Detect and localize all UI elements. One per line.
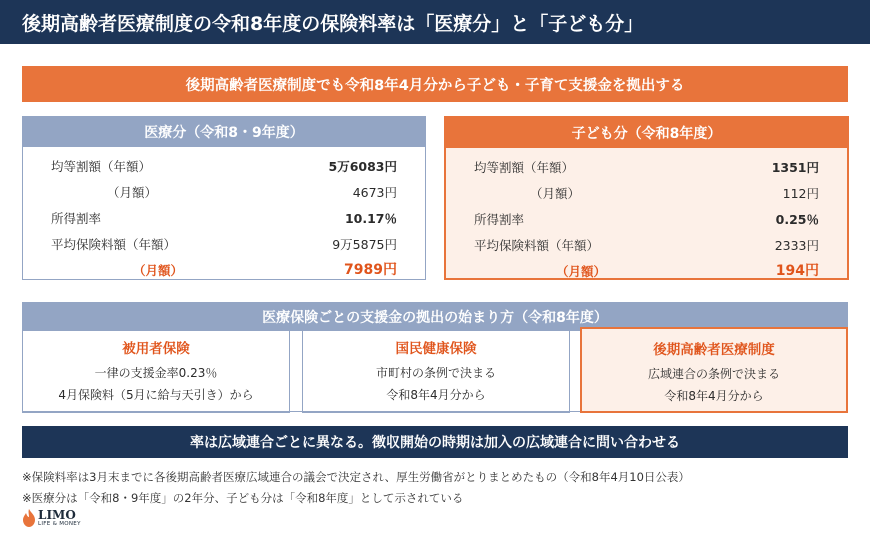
box-title: 国民健康保険 <box>395 341 477 357</box>
children-row-average-monthly <box>446 256 847 282</box>
row-value: 0.25％ <box>775 212 819 227</box>
row-value: 112円 <box>782 186 819 201</box>
medical-row-per-capita-annual <box>23 151 425 177</box>
national-health-insurance-box <box>302 327 570 413</box>
row-label: 平均保険料額（年額） <box>51 237 177 252</box>
children-row-average-annual <box>446 230 847 256</box>
box-title: 被用者保険 <box>122 341 190 357</box>
row-label: 所得割率 <box>474 212 525 227</box>
logo-tagline: LIFE & MONEY <box>38 521 81 527</box>
box-line: 4月保険料（5月に給与天引き）から <box>58 388 254 402</box>
row-label: （月額） <box>133 263 184 278</box>
box-line: 令和8年4月分から <box>664 389 764 403</box>
late-stage-elderly-box <box>580 327 848 413</box>
page-title: 後期高齢者医療制度の令和8年度の保険料率は「医療分」と「子ども分」 <box>0 0 870 44</box>
row-value: 10.17％ <box>344 211 397 226</box>
box-title: 後期高齢者医療制度 <box>653 342 775 358</box>
row-value: 194円 <box>775 263 819 279</box>
flame-icon <box>22 509 36 527</box>
medical-portion-title: 医療分（令和8・9年度） <box>23 117 425 147</box>
medical-row-income-rate <box>23 203 425 229</box>
children-portion-panel <box>444 116 849 280</box>
row-label: 平均保険料額（年額） <box>474 238 600 253</box>
row-value: 1351円 <box>771 160 819 175</box>
children-row-income-rate <box>446 204 847 230</box>
footnote-2: ※医療分は「令和8・9年度」の2年分、子ども分は「令和8年度」として示されている <box>22 491 464 505</box>
children-portion-title: 子ども分（令和8年度） <box>446 118 847 148</box>
box-line: 一律の支援金率0.23％ <box>94 366 218 380</box>
children-row-per-capita-monthly <box>446 178 847 204</box>
medical-portion-panel <box>22 116 426 280</box>
headline-banner: 後期高齢者医療制度でも令和8年4月分から子ども・子育て支援金を拠出する <box>22 66 848 102</box>
row-value: 2333円 <box>774 238 819 253</box>
row-value: 5万6083円 <box>328 159 397 174</box>
row-value: 7989円 <box>344 262 397 278</box>
logo-name: LIMO <box>38 508 76 522</box>
box-line: 令和8年4月分から <box>386 388 486 402</box>
medical-row-per-capita-monthly <box>23 177 425 203</box>
box-line: 市町村の条例で決まる <box>375 366 496 380</box>
row-label: （月額） <box>107 185 158 200</box>
section-title: 医療保険ごとの支援金の拠出の始まり方（令和8年度） <box>23 303 847 331</box>
row-value: 9万5875円 <box>332 237 397 252</box>
row-value: 4673円 <box>352 185 397 200</box>
children-row-per-capita-annual <box>446 152 847 178</box>
row-label: 均等割額（年額） <box>51 159 152 174</box>
note-bar: 率は広域連合ごとに異なる。徴収開始の時期は加入の広域連合に問い合わせる <box>22 426 848 458</box>
row-label: 均等割額（年額） <box>474 160 575 175</box>
employee-insurance-box <box>22 327 290 413</box>
row-label: （月額） <box>530 186 581 201</box>
medical-row-average-monthly <box>23 255 425 281</box>
row-label: 所得割率 <box>51 211 102 226</box>
medical-row-average-annual <box>23 229 425 255</box>
limo-logo <box>22 507 112 531</box>
box-line: 広域連合の条例で決まる <box>647 367 780 381</box>
row-label: （月額） <box>556 264 607 279</box>
footnote-1: ※保険料率は3月末までに各後期高齢者医療広域連合の議会で決定され、厚生労働省がとりまとめたもの（令和8年4月10日公表） <box>22 470 690 484</box>
